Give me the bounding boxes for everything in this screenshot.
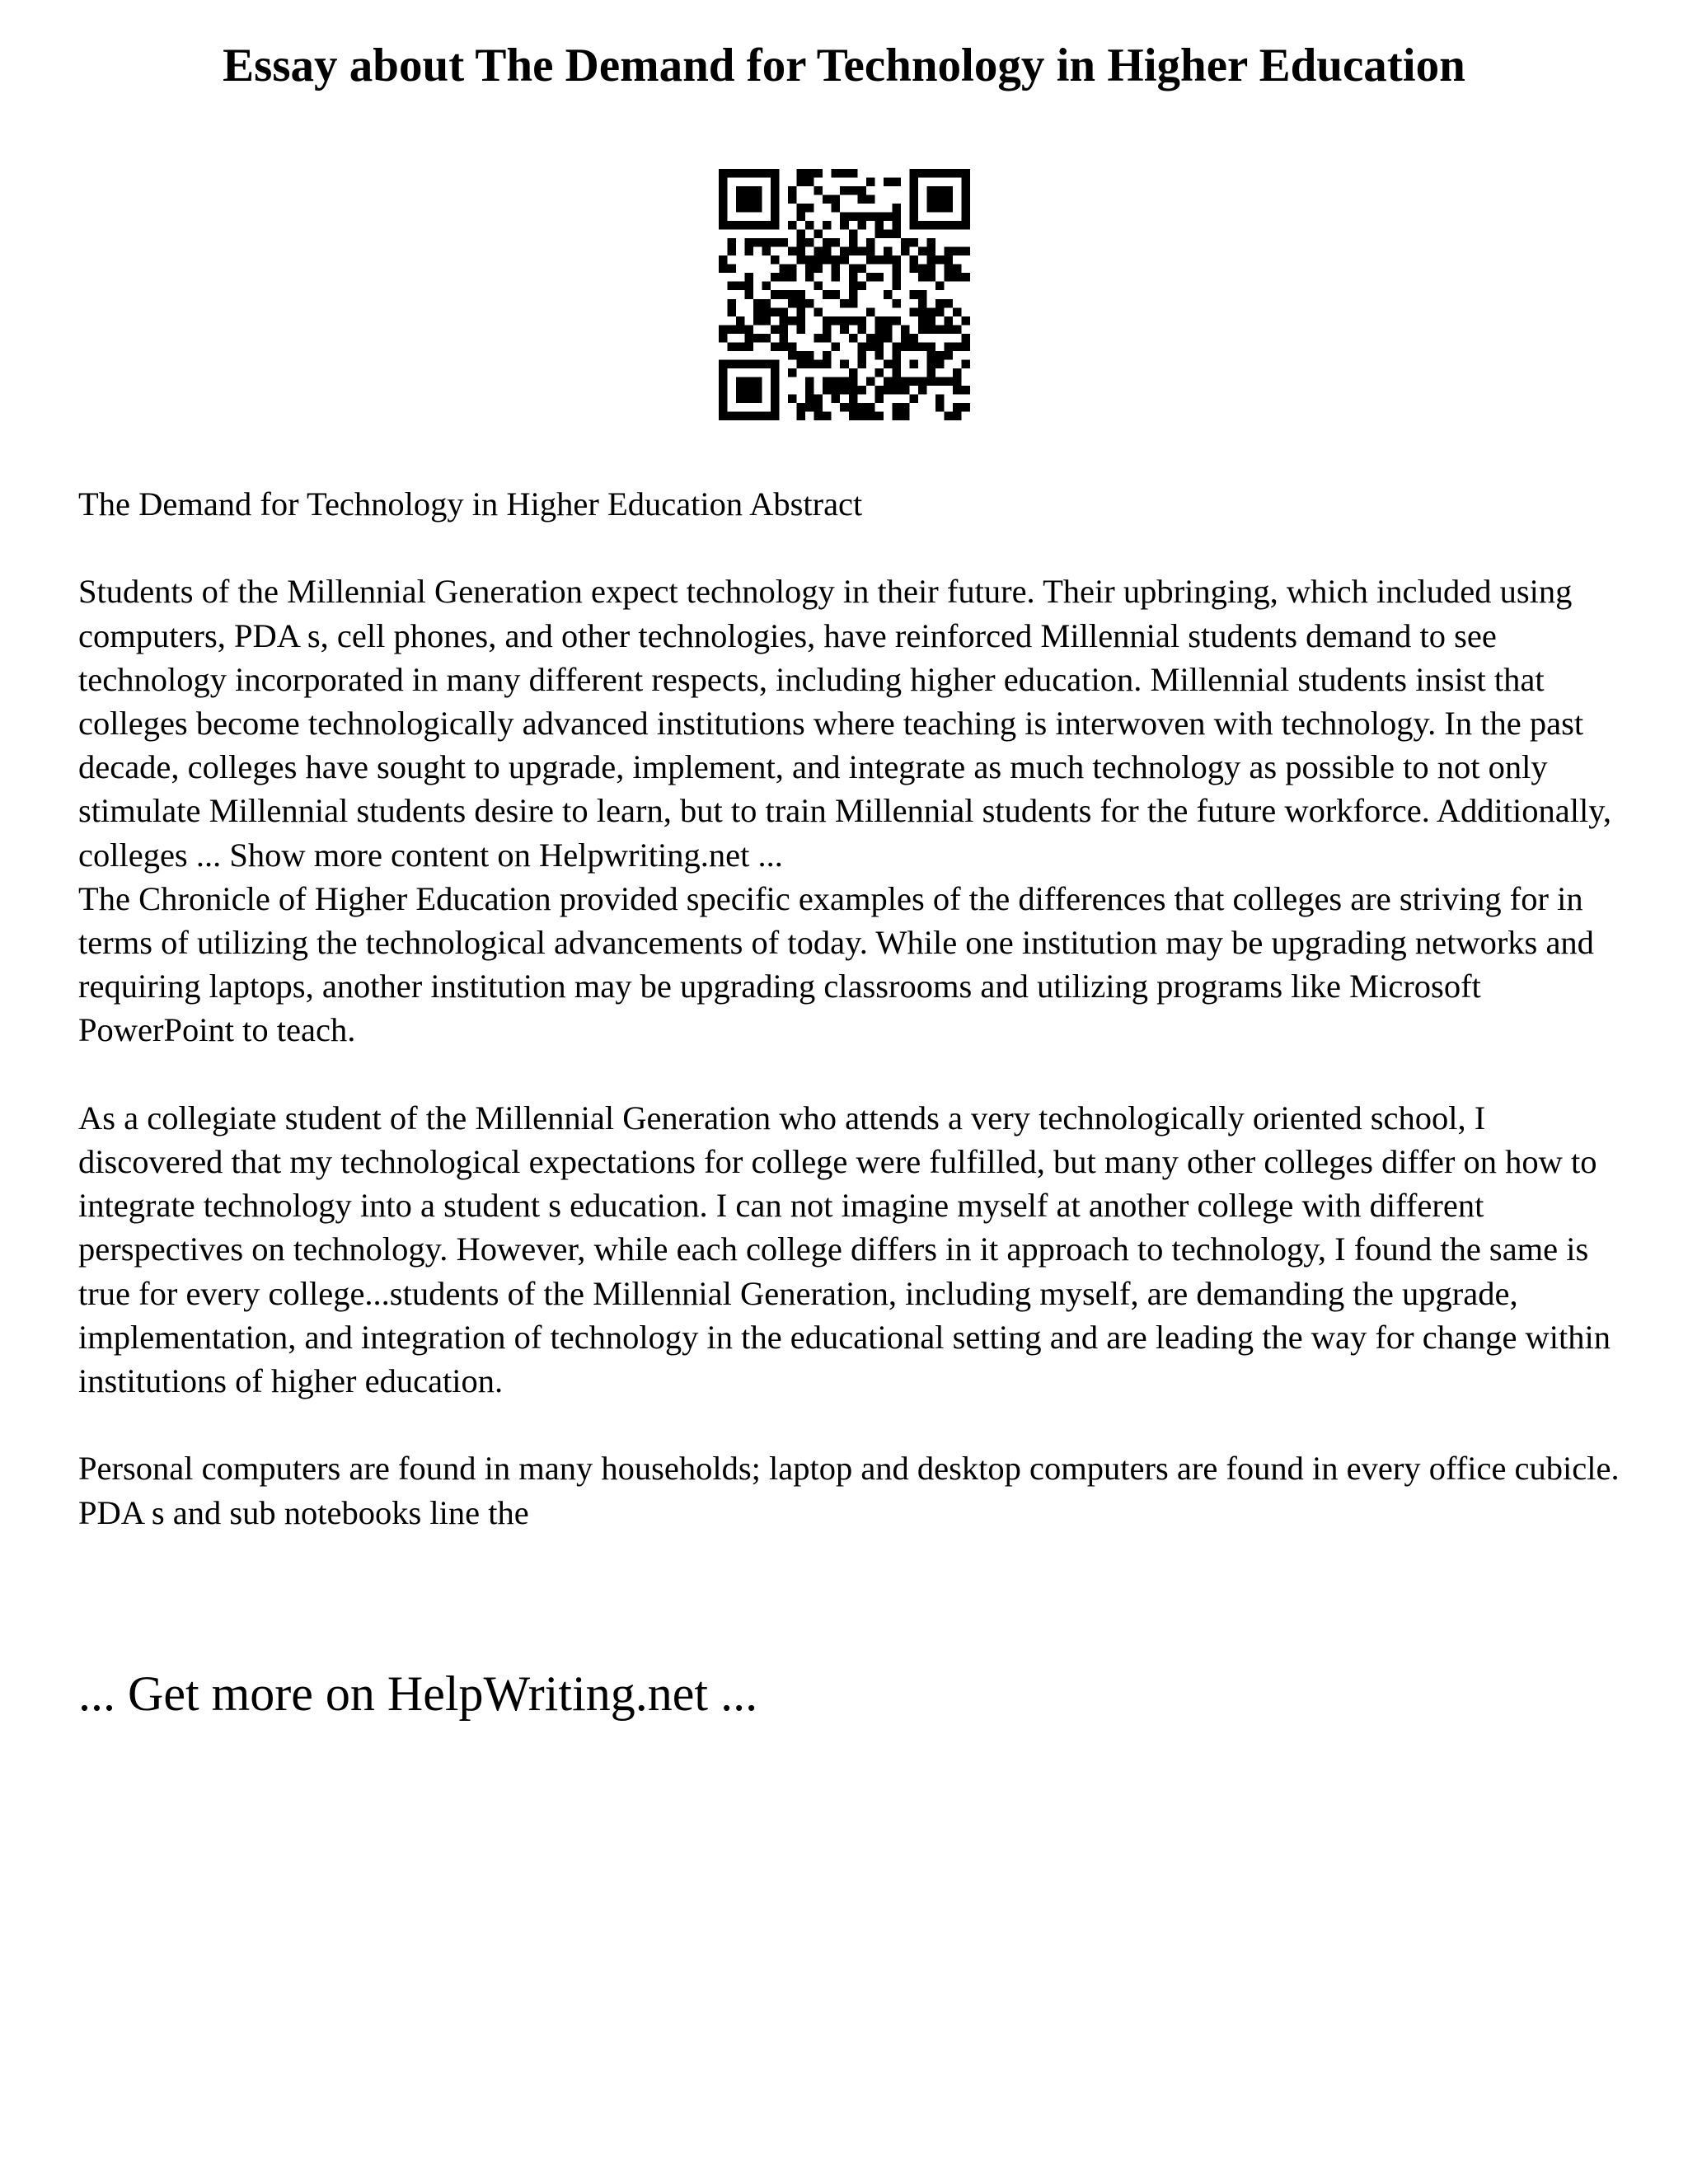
paragraph-2: The Chronicle of Higher Education provided specific examples of the differences that colleges are striving for in terms of utilizing the technological advancements of today. While one institution may be upgrading networks and requiring laptops, another institution may be upgrading classrooms and utilizing programs like Microsoft PowerPoint to teach. xyxy=(78,879,1594,1049)
abstract-heading: The Demand for Technology in Higher Education Abstract xyxy=(78,485,863,523)
paragraph-gap xyxy=(78,1403,1628,1446)
essay-body xyxy=(78,482,1628,1535)
paragraph-gap xyxy=(78,526,1628,569)
get-more-link[interactable]: ... Get more on HelpWriting.net ... xyxy=(78,1666,758,1721)
qr-code-icon xyxy=(719,169,970,420)
page-title: Essay about The Demand for Technology in Higher Education xyxy=(223,40,1465,91)
paragraph-gap xyxy=(78,1052,1628,1096)
paragraph-4: Personal computers are found in many households; laptop and desktop computers are found in every office cubicle. PDA s and sub notebooks line the xyxy=(78,1450,1620,1531)
paragraph-1: Students of the Millennial Generation expect technology in their future. Their upbringing, which included using computers, PDA s, cell phones, and other technologies, have reinforced Millennial students demand to see technology incorporated in many different respects, including higher education. Millennial students insist that colleges become technologically advanced institutions where teaching is interwoven with technology. In the past decade, colleges have sought to upgrade, implement, and integrate as much technology as possible to not only stimulate Millennial students desire to learn, but to train Millennial students for the future workforce. Additionally, colleges ... Show more content on Helpwriting.net ... xyxy=(78,573,1611,874)
paragraph-3: As a collegiate student of the Millennial Generation who attends a very technologically oriented school, I discovered that my technological expectations for college were fulfilled, but many other colleges differ on how to integrate technology into a student s education. I can not imagine myself at another college with different perspectives on technology. However, while each college differs in it approach to technology, I found the same is true for every college...students of the Millennial Generation, including myself, are demanding the upgrade, implementation, and integration of technology in the educational setting and are leading the way for change within institutions of higher education. xyxy=(78,1099,1611,1400)
qr-code-graphic xyxy=(719,169,970,420)
